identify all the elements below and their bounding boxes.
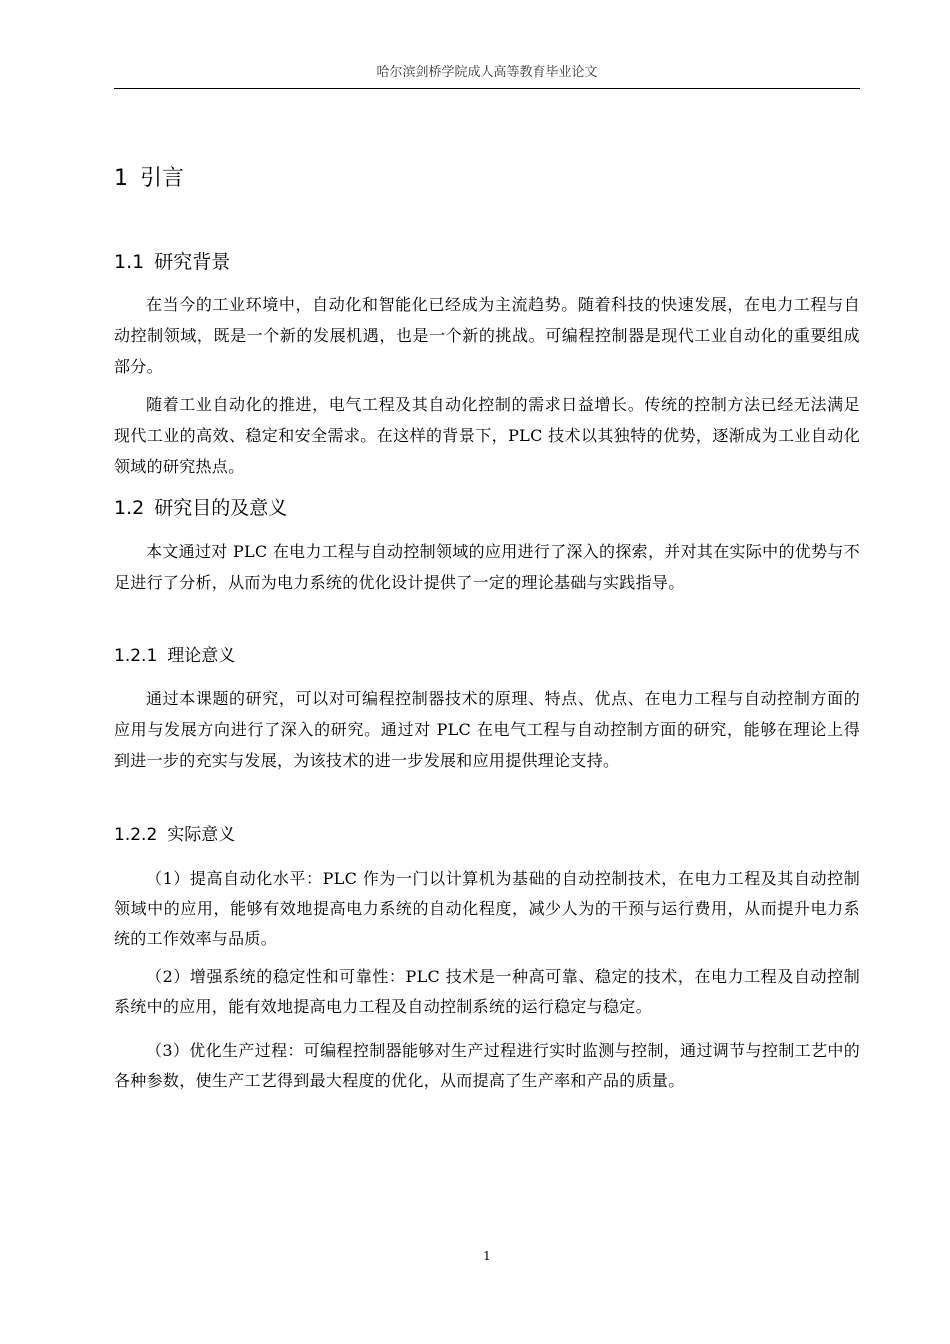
header-divider [114,88,860,89]
paragraph-theory: 通过本课题的研究，可以对可编程控制器技术的原理、特点、优点、在电力工程与自动控制方面的应用与发展方向进行了深入的研究。通过对 PLC 在电气工程与自动控制方面的研究，能够在理论上得到进一步的充实与发展，为该技术的进一步发展和应用提供理论支持。 [114,689,860,770]
subsection-number: 1.2.1 [114,646,158,666]
section-number: 1.2 [114,497,145,519]
section-heading-1-2 [114,495,860,521]
subsection-heading-1-2-1 [114,644,860,668]
section-title: 研究目的及意义 [154,497,288,519]
paragraph-background-2: 随着工业自动化的推进，电气工程及其自动化控制的需求日益增长。传统的控制方法已经无法满足现代工业的高效、稳定和安全需求。在这样的背景下，PLC 技术以其独特的优势，逐渐成为工业自动化领域的研究热点。 [114,395,860,476]
subsection-title: 理论意义 [167,646,236,666]
chapter-title: 引言 [140,166,185,191]
subsection-number: 1.2.2 [114,825,158,845]
page-number: 1 [483,1249,491,1263]
paragraph-purpose: 本文通过对 PLC 在电力工程与自动控制领域的应用进行了深入的探索，并对其在实际中的优势与不足进行了分析，从而为电力系统的优化设计提供了一定的理论基础与实践指导。 [114,542,860,592]
subsection-title: 实际意义 [167,825,236,845]
chapter-heading [114,164,860,194]
paragraph-practical-2: （2）增强系统的稳定性和可靠性：PLC 技术是一种高可靠、稳定的技术，在电力工程及自动控制系统中的应用，能有效地提高电力工程及自动控制系统的运行稳定与稳定。 [114,967,860,1016]
page-header-title: 哈尔滨剑桥学院成人高等教育毕业论文 [376,65,598,80]
paragraph-background-1: 在当今的工业环境中，自动化和智能化已经成为主流趋势。随着科技的快速发展，在电力工程与自动控制领域，既是一个新的发展机遇，也是一个新的挑战。可编程控制器是现代工业自动化的重要组成部分。 [114,295,860,376]
section-heading-1-1 [114,249,860,275]
paragraph-practical-1: （1）提高自动化水平：PLC 作为一门以计算机为基础的自动控制技术，在电力工程及其自动控制领域中的应用，能够有效地提高电力系统的自动化程度，减少人为的干预与运行费用，从而提升电力系统的工作效率与品质。 [114,869,860,948]
chapter-number: 1 [114,166,128,191]
subsection-heading-1-2-2 [114,823,860,847]
section-title: 研究背景 [154,251,231,273]
paragraph-practical-3: （3）优化生产过程：可编程控制器能够对生产过程进行实时监测与控制，通过调节与控制工艺中的各种参数，使生产工艺得到最大程度的优化，从而提高了生产率和产品的质量。 [114,1041,860,1090]
section-number: 1.1 [114,251,145,273]
